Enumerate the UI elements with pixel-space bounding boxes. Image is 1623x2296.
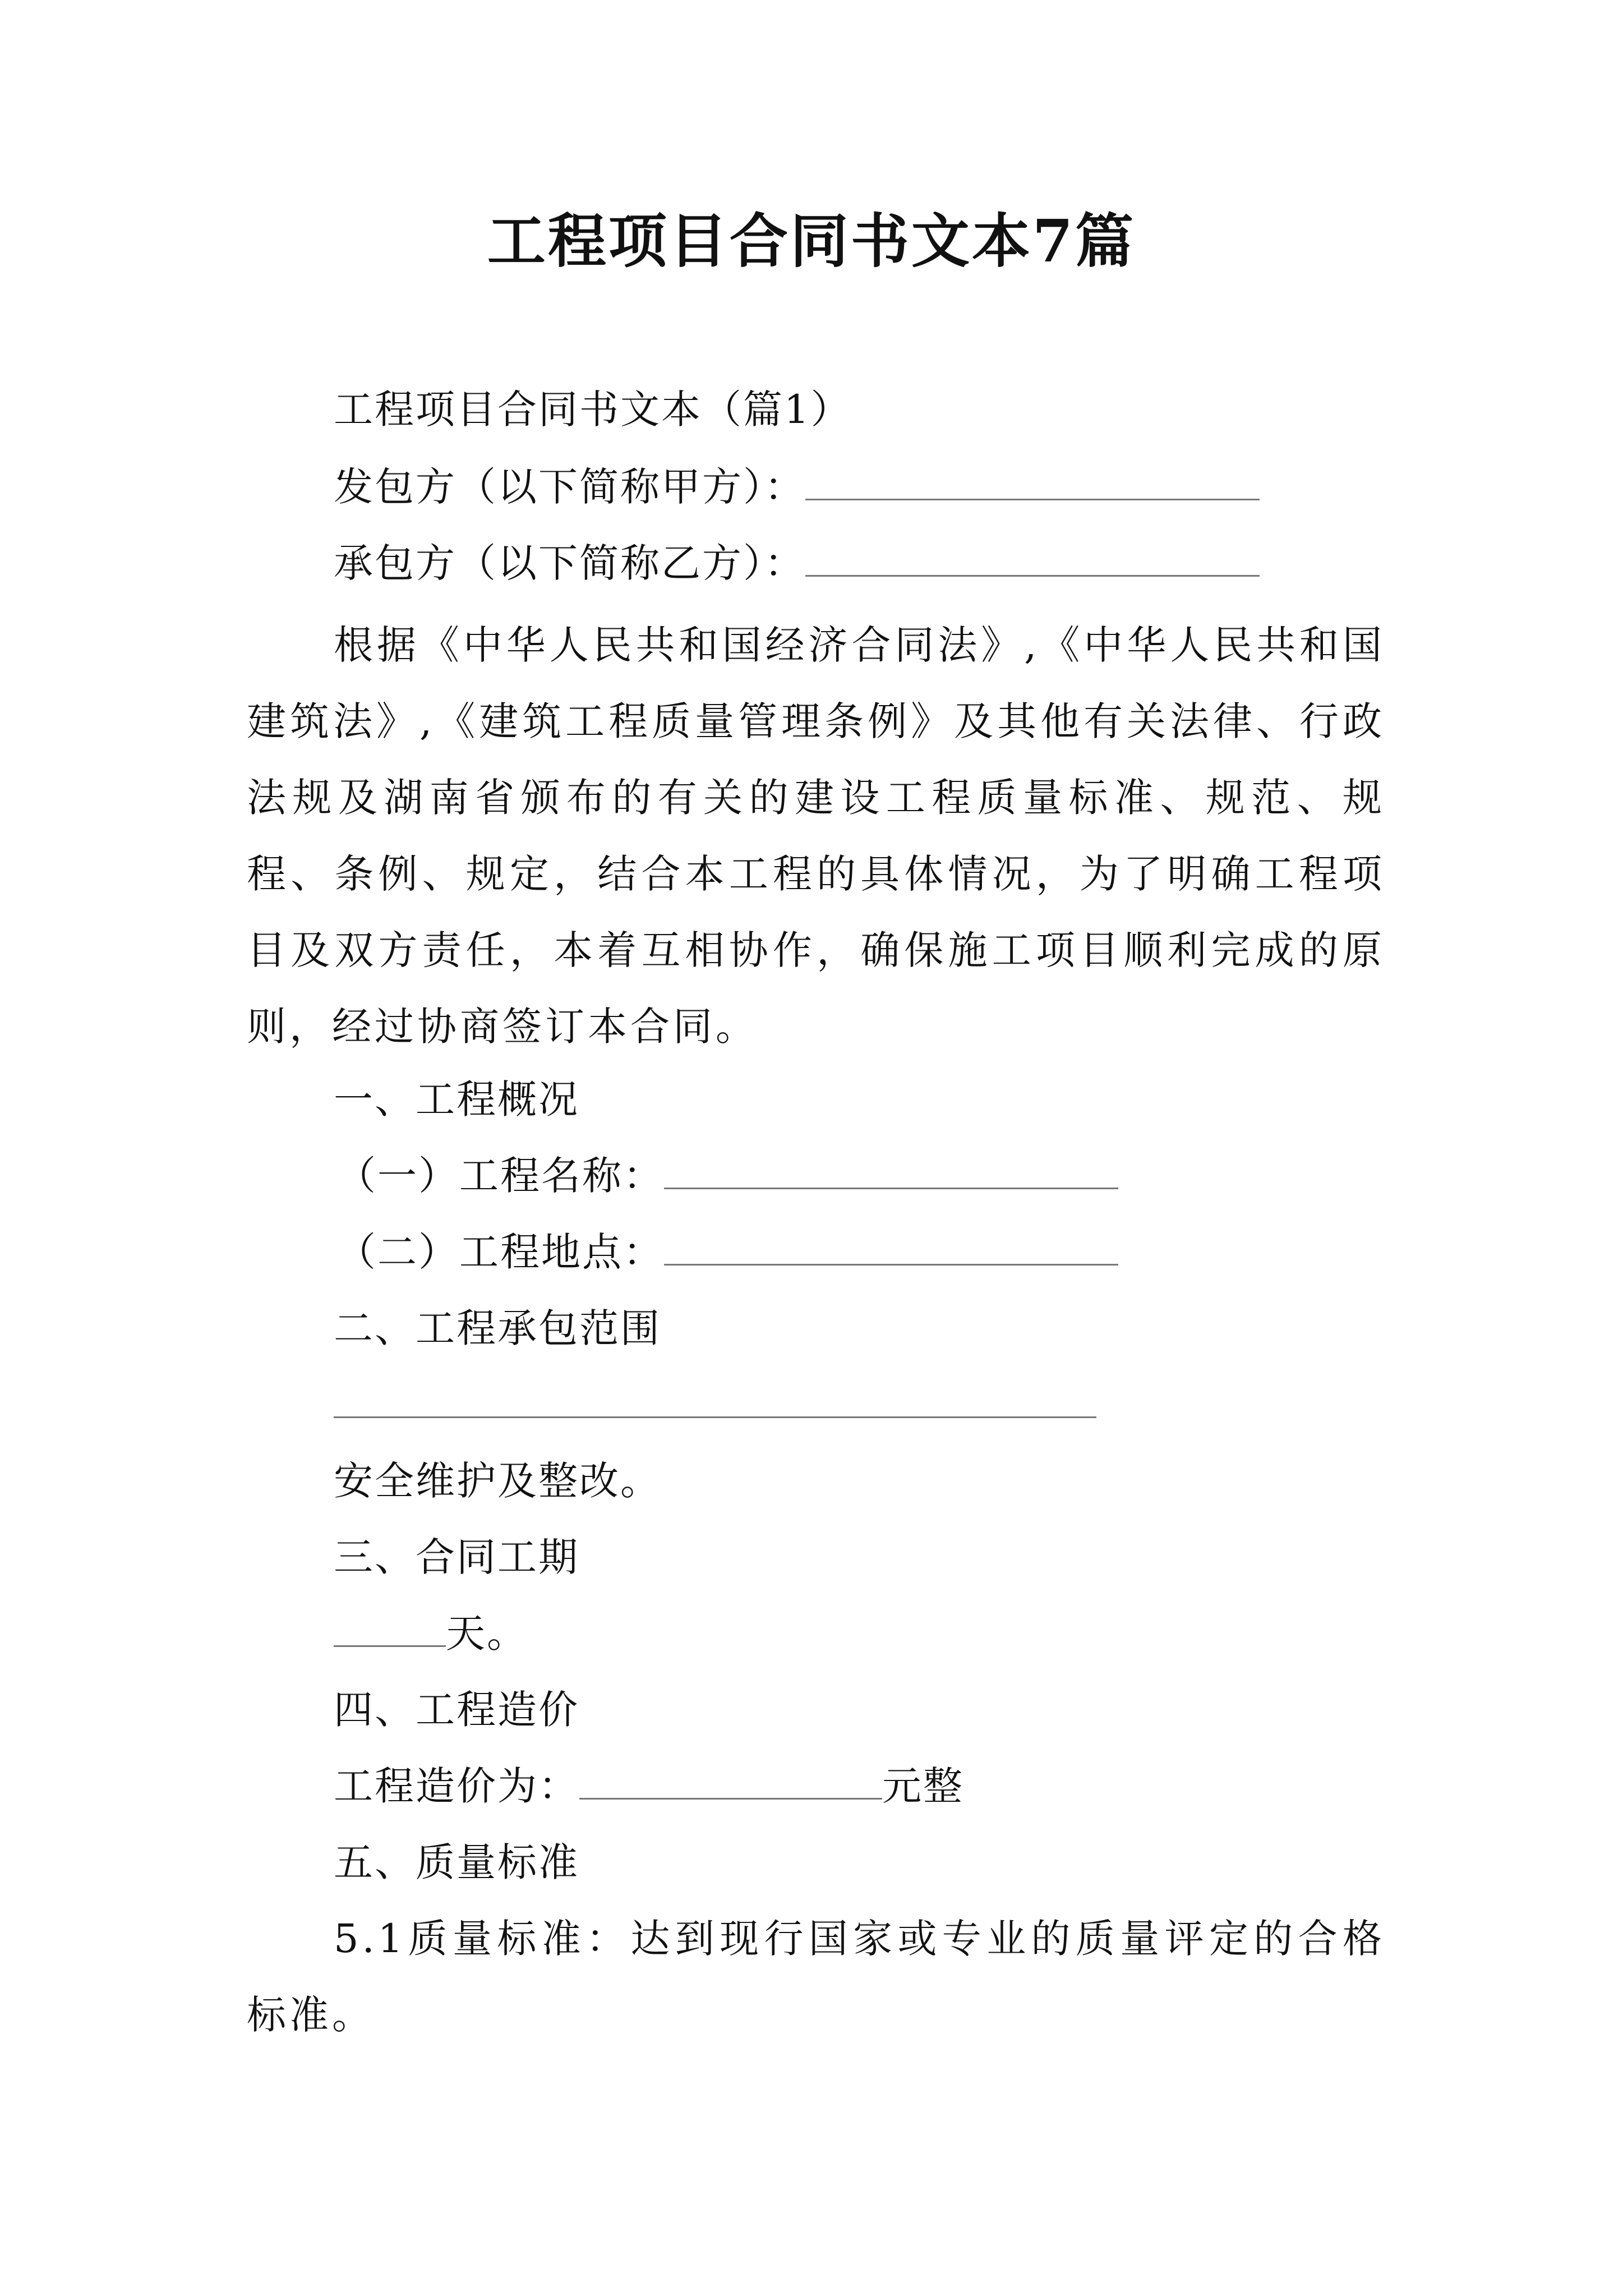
party-a-blank[interactable]	[805, 462, 1260, 500]
cost-suffix: 元整	[882, 1763, 964, 1809]
party-b-line	[334, 535, 1260, 591]
cost-label: 工程造价为：	[334, 1763, 579, 1809]
quality-paragraph: 5.1质量标准：达到现行国家或专业的质量评定的合格标准。	[247, 1916, 1385, 2038]
heading-scope	[334, 1300, 661, 1356]
party-a-line	[334, 459, 1260, 515]
duration-blank[interactable]	[334, 1608, 446, 1647]
scope-text: 安全维护及整改。	[334, 1458, 661, 1504]
project-location-label: （二）工程地点：	[336, 1229, 664, 1275]
document-title: 工程项目合同书文本7篇	[487, 206, 1136, 275]
heading-duration	[334, 1529, 579, 1585]
heading-quality	[334, 1834, 579, 1890]
heading-quality-text: 五、质量标准	[334, 1839, 579, 1885]
heading-cost-text: 四、工程造价	[334, 1687, 579, 1733]
section-heading	[334, 381, 852, 438]
party-b-label: 承包方（以下简称乙方）：	[334, 540, 805, 586]
heading-cost	[334, 1682, 579, 1738]
project-location-line	[336, 1224, 1118, 1280]
cost-blank[interactable]	[579, 1761, 882, 1800]
scope-blank[interactable]	[334, 1379, 1096, 1418]
project-name-label: （一）工程名称：	[336, 1153, 664, 1199]
heading-project-overview-text: 一、工程概况	[334, 1076, 579, 1122]
cost-line	[334, 1758, 964, 1814]
project-name-blank[interactable]	[664, 1151, 1118, 1189]
intro-paragraph: 根据《中华人民共和国经济合同法》,《中华人民共和国建筑法》,《建筑工程质量管理条例》及其他有关法律、行政法规及湖南省颁布的有关的建设工程质量标准、规范、规程、条例、规定，结合本工程的具体情况，为了明确工程项目及双方责任，本着互相协作，确保施工项目顺利完成的原则，经过协商签订本合同。	[247, 622, 1385, 1050]
project-location-blank[interactable]	[664, 1227, 1118, 1266]
heading-project-overview	[334, 1071, 579, 1128]
duration-line	[334, 1605, 528, 1662]
project-name-line	[336, 1148, 1118, 1204]
scope-blank-line	[334, 1377, 1096, 1433]
heading-scope-text: 二、工程承包范围	[334, 1305, 661, 1351]
heading-duration-text: 三、合同工期	[334, 1534, 579, 1580]
section-heading-text: 工程项目合同书文本（篇1）	[334, 386, 852, 432]
party-a-label: 发包方（以下简称甲方）：	[334, 464, 805, 510]
party-b-blank[interactable]	[805, 538, 1260, 577]
duration-suffix: 天。	[446, 1611, 528, 1657]
scope-text-line	[334, 1453, 661, 1509]
